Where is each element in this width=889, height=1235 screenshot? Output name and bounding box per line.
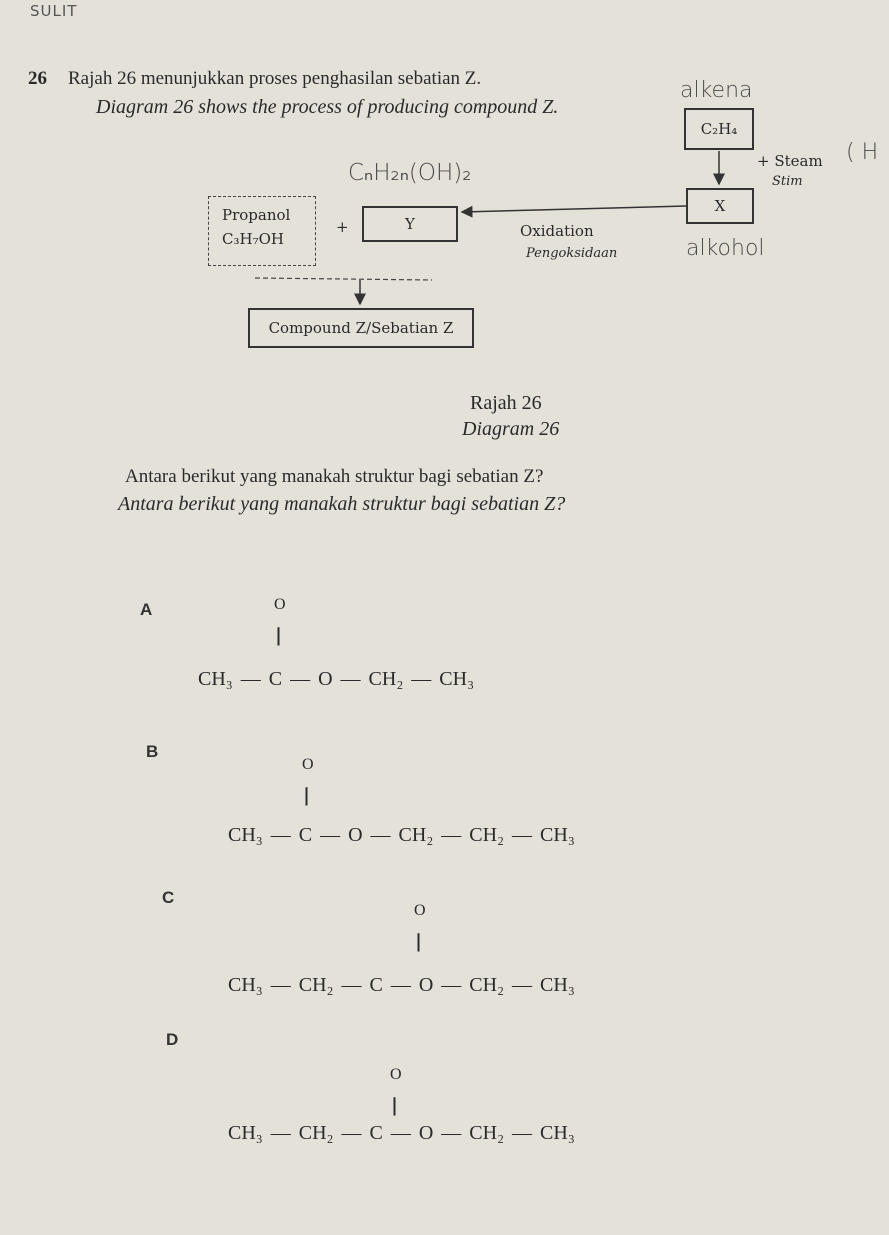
- handwritten-alkohol: alkohol: [686, 236, 765, 261]
- ask-text-english: Antara berikut yang manakah struktur bagi sebatian Z?: [118, 493, 566, 515]
- option-c-formula: CH₃ — CH₂ — C — O — CH₂ — CH₃: [228, 974, 575, 996]
- option-b-double-bond: ||: [304, 784, 307, 806]
- option-b-formula: CH₃ — C — O — CH₂ — CH₂ — CH₃: [228, 824, 575, 846]
- option-d-letter[interactable]: D: [166, 1030, 179, 1049]
- option-d-oxygen: O: [390, 1066, 402, 1083]
- question-text-english: Diagram 26 shows the process of producing compound Z.: [96, 96, 559, 118]
- arrow-x-to-y: [462, 206, 686, 212]
- propanol-formula: C₃H₇OH: [222, 230, 284, 248]
- question-text-malay: Rajah 26 menunjukkan proses penghasilan sebatian Z.: [68, 68, 482, 89]
- steam-label: + Steam: [757, 152, 823, 170]
- compound-z-label: Compound Z/Sebatian Z: [268, 319, 454, 337]
- handwritten-h-partial: ( H: [846, 140, 879, 165]
- option-a-formula: CH₃ — C — O — CH₂ — CH₃: [198, 668, 475, 690]
- option-b-oxygen: O: [302, 756, 314, 773]
- option-c-double-bond: ||: [416, 930, 419, 952]
- option-b-letter[interactable]: B: [146, 742, 159, 761]
- combine-line: [255, 278, 432, 280]
- option-a-letter[interactable]: A: [140, 600, 153, 619]
- page-header: SULIT: [30, 2, 78, 20]
- x-label: X: [714, 197, 726, 215]
- option-c-oxygen: O: [414, 902, 426, 919]
- oxidation-label-malay: Pengoksidaan: [526, 246, 618, 261]
- diagram-caption-malay: Rajah 26: [470, 392, 542, 414]
- option-a-oxygen: O: [274, 596, 286, 613]
- question-number: 26: [28, 68, 47, 89]
- ask-text-malay: Antara berikut yang manakah struktur bagi sebatian Z?: [125, 466, 544, 487]
- handwritten-alkena: alkena: [680, 78, 753, 103]
- propanol-label: Propanol: [222, 206, 291, 224]
- oxidation-label: Oxidation: [520, 222, 594, 240]
- option-c-letter[interactable]: C: [162, 888, 175, 907]
- handwritten-formula: CₙH₂ₙ(OH)₂: [348, 160, 472, 186]
- plus-sign: +: [336, 218, 349, 236]
- option-a-double-bond: ||: [276, 624, 279, 646]
- diagram-arrows: [0, 0, 889, 400]
- option-d-formula: CH₃ — CH₂ — C — O — CH₂ — CH₃: [228, 1122, 575, 1144]
- option-d-double-bond: ||: [392, 1094, 395, 1116]
- c2h4-label: C₂H₄: [700, 120, 738, 138]
- y-label: Y: [405, 215, 415, 233]
- steam-label-malay: Stim: [772, 174, 803, 189]
- diagram-caption-english: Diagram 26: [462, 418, 560, 440]
